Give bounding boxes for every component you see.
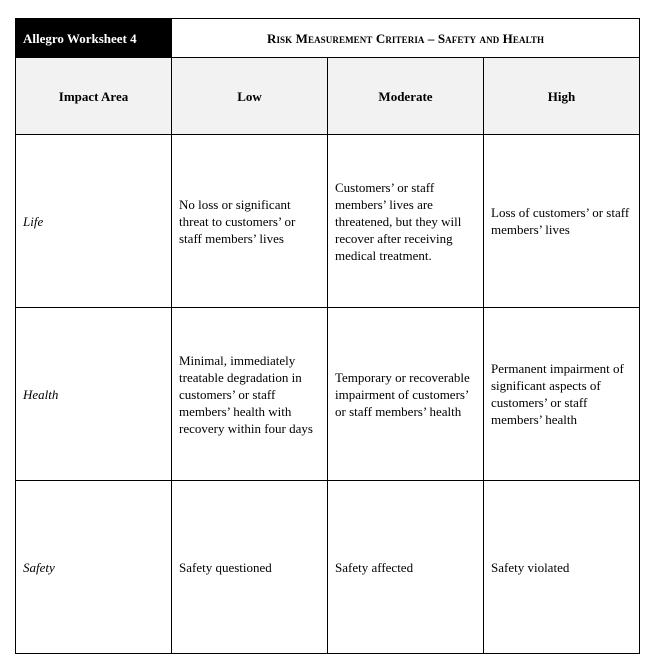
- low-cell: No loss or significant threat to customers’ or staff members’ lives: [172, 135, 328, 308]
- impact-area-cell: Safety: [16, 481, 172, 654]
- header-moderate: Moderate: [328, 58, 484, 135]
- moderate-cell: Safety affected: [328, 481, 484, 654]
- table-row: [16, 135, 640, 308]
- header-low: Low: [172, 58, 328, 135]
- header-high: High: [484, 58, 640, 135]
- risk-criteria-table: [15, 18, 640, 654]
- table-row: [16, 308, 640, 481]
- header-impact-area: Impact Area: [16, 58, 172, 135]
- worksheet-title: Allegro Worksheet 4: [16, 19, 172, 58]
- low-cell: Minimal, immediately treatable degradation in customers’ or staff members’ health with recovery within four days: [172, 308, 328, 481]
- table-row: [16, 481, 640, 654]
- low-cell: Safety questioned: [172, 481, 328, 654]
- worksheet-banner: [172, 19, 640, 58]
- impact-area-cell: Life: [16, 135, 172, 308]
- banner-text: Risk Measurement Criteria – Safety and Health: [266, 30, 545, 46]
- moderate-cell: Customers’ or staff members’ lives are threatened, but they will recover after receiving medical treatment.: [328, 135, 484, 308]
- impact-area-cell: Health: [16, 308, 172, 481]
- moderate-cell: Temporary or recoverable impairment of customers’ or staff members’ health: [328, 308, 484, 481]
- high-cell: Permanent impairment of significant aspects of customers’ or staff members’ health: [484, 308, 640, 481]
- header-row: [16, 58, 640, 135]
- high-cell: Loss of customers’ or staff members’ lives: [484, 135, 640, 308]
- title-row: [16, 19, 640, 58]
- high-cell: Safety violated: [484, 481, 640, 654]
